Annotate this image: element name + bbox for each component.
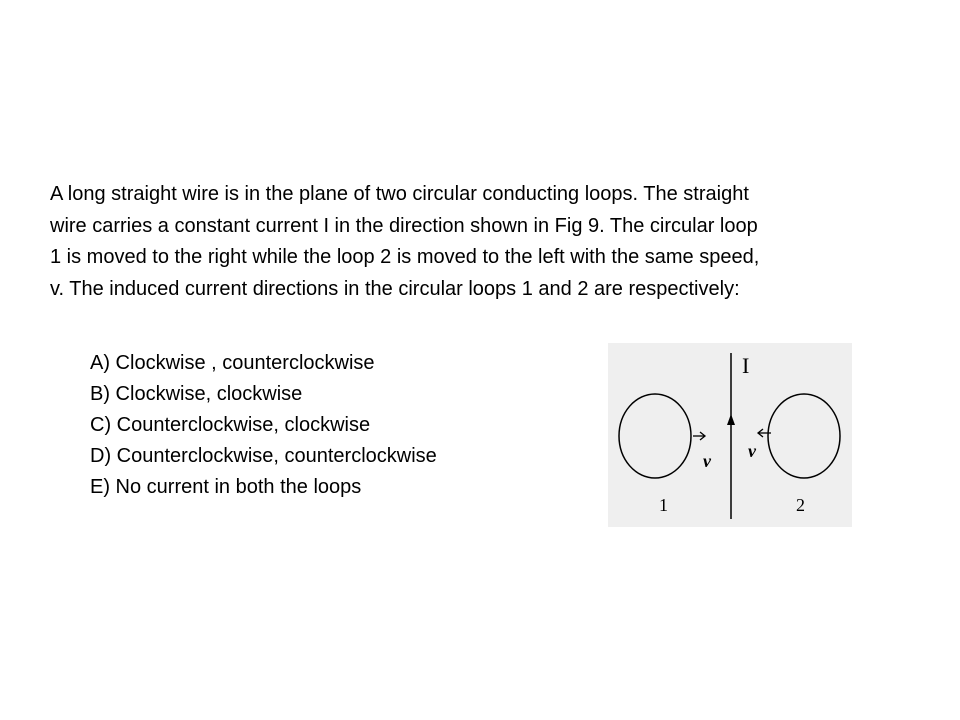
option-a: A) Clockwise , counterclockwise [90, 352, 375, 374]
velocity-label-right: v [748, 441, 756, 461]
loop-1-circle [619, 394, 691, 478]
current-arrow-icon [727, 414, 735, 425]
loop-2-circle [768, 394, 840, 478]
fig-9-diagram [608, 343, 852, 527]
question-line: A long straight wire is in the plane of two circular conducting loops. The straight [50, 183, 749, 205]
current-label: I [742, 353, 750, 378]
option-e: E) No current in both the loops [90, 476, 362, 498]
diagram-svg [608, 343, 852, 527]
question-line: v. The induced current directions in the circular loops 1 and 2 are respectively: [50, 277, 740, 300]
question-line: 1 is moved to the right while the loop 2 is moved to the left with the same speed, [50, 246, 760, 268]
velocity-label-left: v [703, 451, 711, 471]
loop-2-label: 2 [796, 495, 805, 515]
answer-options [90, 348, 437, 503]
option-b: B) Clockwise, clockwise [90, 383, 303, 405]
question-text [50, 179, 912, 305]
question-line: wire carries a constant current I in the direction shown in Fig 9. The circular loop [50, 214, 758, 237]
loop-1-label: 1 [659, 495, 668, 515]
option-c: C) Counterclockwise, clockwise [90, 414, 371, 436]
option-d: D) Counterclockwise, counterclockwise [90, 445, 437, 467]
